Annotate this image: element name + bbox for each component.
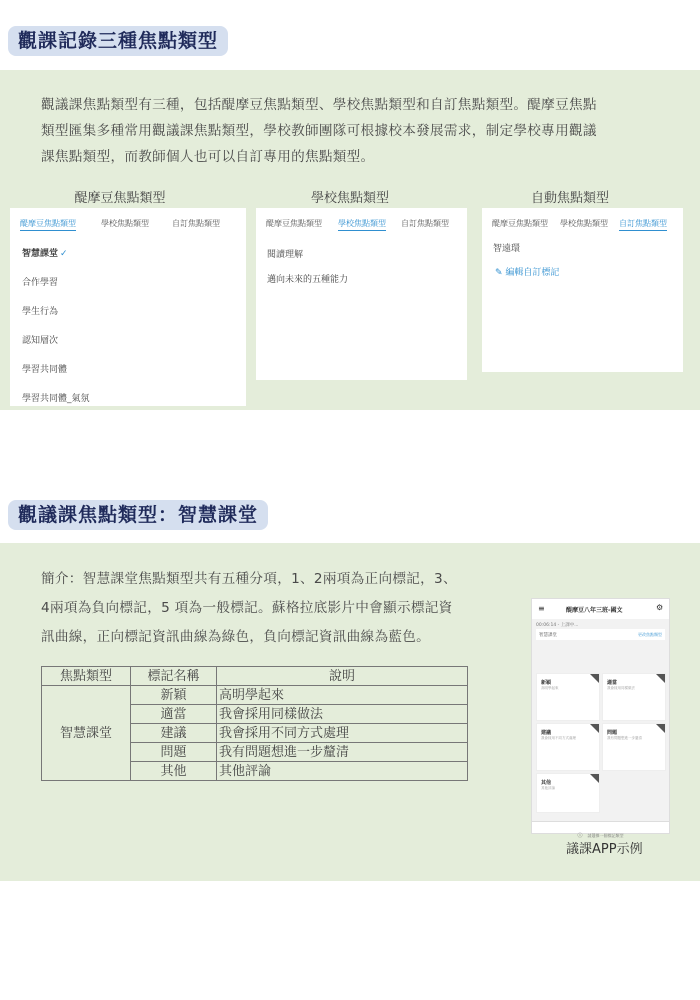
- tab-custom-focus[interactable]: 自訂焦點類型: [172, 219, 220, 228]
- app-tag-tile[interactable]: [536, 673, 600, 721]
- column-heading-school: 學校焦點類型: [310, 191, 389, 206]
- app-focus-label: 智慧課堂: [539, 633, 557, 638]
- tab-temodu-focus[interactable]: 醍摩豆焦點類型: [492, 219, 548, 228]
- tile-corner-icon: [590, 724, 599, 733]
- table-cell: 適當: [131, 705, 217, 724]
- pencil-icon: ✎: [495, 268, 503, 278]
- list-item[interactable]: 邁向未來的五種能力: [267, 275, 349, 285]
- app-change-focus-link[interactable]: 更改焦點類型: [638, 632, 662, 637]
- tile-desc: 高明學起來: [541, 686, 559, 690]
- tab-school-focus[interactable]: 學校焦點類型: [338, 218, 386, 231]
- table-cell: 高明學起來: [217, 686, 468, 705]
- info-icon: ⓘ: [577, 833, 583, 839]
- tab-temodu-focus[interactable]: 醍摩豆焦點類型: [266, 219, 322, 228]
- table-row: [42, 686, 468, 705]
- table-cell: 其他評論: [217, 762, 468, 781]
- app-focus-bar: [536, 629, 665, 640]
- focus-panel-custom: [482, 208, 683, 372]
- app-header-title: 醍摩豆八年三班-國文: [566, 607, 623, 614]
- tile-desc: 我會採用同樣做法: [607, 686, 635, 690]
- table-header: 說明: [217, 667, 468, 686]
- tile-title: 其他: [541, 780, 552, 786]
- app-screenshot: [531, 598, 670, 839]
- check-icon: ✓: [60, 249, 68, 259]
- list-item[interactable]: 認知層次: [22, 336, 59, 346]
- paragraph-line: 類型匯集多種常用觀議課焦點類型，學校教師團隊可根據校本發展需求，制定學校專用觀議: [41, 123, 597, 139]
- table-cell: 其他: [131, 762, 217, 781]
- section1-paragraph: [41, 92, 661, 170]
- tile-title: 新穎: [541, 680, 552, 686]
- section1-title: 觀課記錄三種焦點類型: [8, 26, 228, 56]
- section2-paragraph: [41, 565, 511, 652]
- table-cell: 我有問題想進一步釐清: [217, 743, 468, 762]
- list-item[interactable]: 學生行為: [22, 307, 59, 317]
- paragraph-line: 訊曲線，正向標記資訊曲線為綠色，負向標記資訊曲線為藍色。: [41, 629, 431, 645]
- tile-desc: 其他評論: [541, 786, 555, 790]
- list-item[interactable]: 學習共同體: [22, 365, 68, 375]
- table-header: 標記名稱: [131, 667, 217, 686]
- app-footer-text: 請選擇一個標記類型: [587, 833, 624, 838]
- table-header: 焦點類型: [42, 667, 131, 686]
- edit-link-label: 編輯自訂標記: [505, 268, 560, 278]
- tile-title: 適當: [607, 680, 618, 686]
- list-item[interactable]: 閱讀理解: [267, 250, 304, 260]
- list-item[interactable]: 學習共同體_氣氛: [22, 394, 90, 404]
- app-tag-tile[interactable]: [536, 723, 600, 771]
- list-item[interactable]: [22, 246, 68, 259]
- list-item[interactable]: 智遠環: [493, 244, 521, 254]
- paragraph-line: 4兩項為負向標記，5 項為一般標記。蘇格拉底影片中會顯示標記資: [41, 600, 453, 616]
- app-footer: [532, 821, 669, 839]
- app-caption: 議課APP示例: [566, 842, 643, 857]
- app-tag-tile[interactable]: [602, 673, 666, 721]
- tile-title: 問題: [607, 730, 618, 736]
- focus-type-table: [41, 666, 468, 781]
- menu-icon[interactable]: ≡: [538, 604, 545, 613]
- paragraph-line: 觀議課焦點類型有三種，包括醍摩豆焦點類型、學校焦點類型和自訂焦點類型。醍摩豆焦點: [41, 97, 597, 113]
- tile-corner-icon: [590, 674, 599, 683]
- tab-temodu-focus[interactable]: 醍摩豆焦點類型: [20, 218, 76, 231]
- tab-custom-focus[interactable]: 自訂焦點類型: [401, 219, 449, 228]
- table-cell: 我會採用不同方式處理: [217, 724, 468, 743]
- tile-desc: 我會採用不同方式處理: [541, 736, 576, 740]
- app-tag-tile[interactable]: [602, 723, 666, 771]
- tab-school-focus[interactable]: 學校焦點類型: [101, 219, 149, 228]
- paragraph-line: 課焦點類型，而教師個人也可以自訂專用的焦點類型。: [41, 149, 375, 165]
- settings-icon[interactable]: ⚙: [656, 603, 664, 612]
- focus-panel-temodu: [10, 208, 246, 406]
- tile-corner-icon: [590, 774, 599, 783]
- column-heading-temodu: 醍摩豆焦點類型: [74, 191, 166, 206]
- focus-panel-school: [256, 208, 467, 380]
- table-group-cell: 智慧課堂: [42, 686, 131, 781]
- table-cell: 我會採用同樣做法: [217, 705, 468, 724]
- column-heading-auto: 自動焦點類型: [530, 191, 609, 206]
- tab-school-focus[interactable]: 學校焦點類型: [560, 219, 608, 228]
- tile-desc: 我有問題想進一步釐清: [607, 736, 642, 740]
- item-label: 智慧課堂: [22, 249, 59, 259]
- list-item[interactable]: 合作學習: [22, 278, 59, 288]
- paragraph-line: 簡介：智慧課堂焦點類型共有五種分項，1、2兩項為正向標記，3、: [41, 571, 457, 587]
- edit-custom-tag-link[interactable]: [495, 265, 559, 278]
- app-header: [532, 599, 669, 619]
- table-header-row: [42, 667, 468, 686]
- table-cell: 問題: [131, 743, 217, 762]
- tile-title: 建議: [541, 730, 552, 736]
- section2-title: 觀議課焦點類型：智慧課堂: [8, 500, 268, 530]
- tile-corner-icon: [656, 674, 665, 683]
- app-tag-tile[interactable]: [536, 773, 600, 813]
- tab-custom-focus[interactable]: 自訂焦點類型: [619, 218, 667, 231]
- app-session-time: 00:06:14 - 上課中...: [536, 623, 579, 628]
- table-cell: 新穎: [131, 686, 217, 705]
- tile-corner-icon: [656, 724, 665, 733]
- table-cell: 建議: [131, 724, 217, 743]
